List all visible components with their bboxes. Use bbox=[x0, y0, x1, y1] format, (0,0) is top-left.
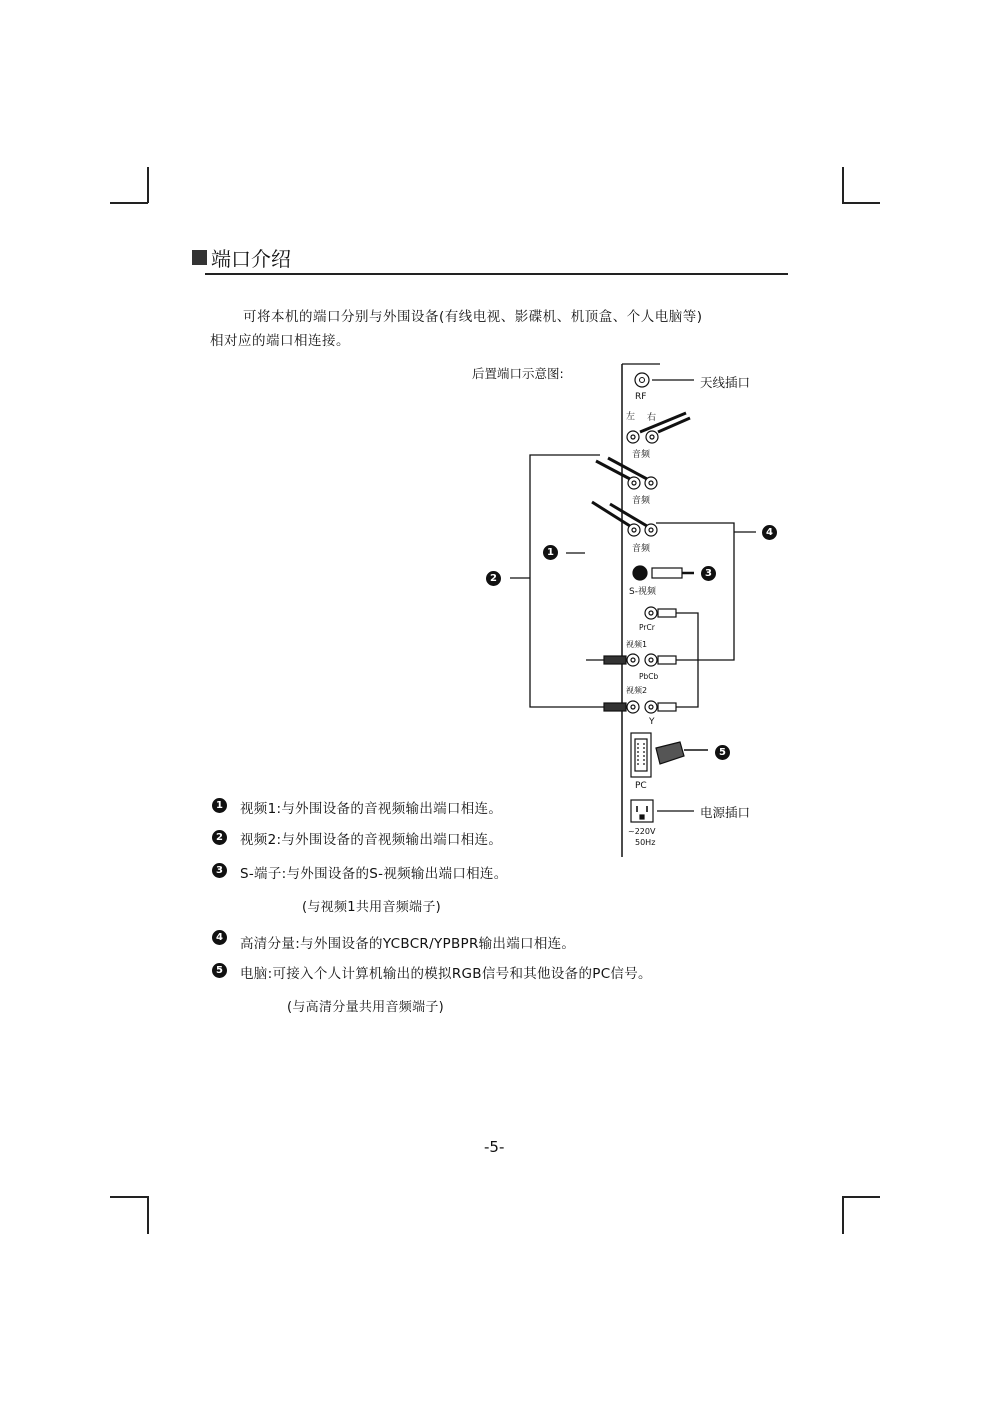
intro-line-2: 相对应的端口相连接。 bbox=[210, 333, 350, 349]
audio-label-2: 音频 bbox=[632, 496, 651, 506]
video2-y-ports-icon bbox=[604, 701, 676, 713]
pc-note: (与高清分量共用音频端子) bbox=[287, 1000, 445, 1015]
bracket-video-ports bbox=[530, 455, 604, 707]
frequency-label: 50Hz bbox=[635, 838, 656, 847]
marker-2: 2 bbox=[486, 571, 501, 586]
desc-4-text: 高清分量:与外围设备的YCBCR/YPBPR输出端口相连。 bbox=[240, 936, 576, 952]
pb-label: PbCb bbox=[639, 672, 659, 681]
video1-pb-ports-icon bbox=[604, 654, 676, 666]
pr-label: PrCr bbox=[639, 623, 655, 632]
rf-label: RF bbox=[635, 392, 647, 402]
video1-label: 视频1 bbox=[626, 640, 648, 649]
power-socket-icon bbox=[631, 800, 653, 822]
audio-bottom-ports-icon bbox=[592, 502, 657, 536]
audio-label-1: 音频 bbox=[632, 450, 651, 460]
audio-middle-ports-icon bbox=[596, 458, 657, 489]
pc-label: PC bbox=[635, 781, 647, 791]
pr-port-icon bbox=[645, 607, 676, 619]
page-number: -5- bbox=[484, 1138, 505, 1156]
marker-1: 1 bbox=[543, 545, 558, 560]
audio-label-3: 音频 bbox=[632, 544, 651, 554]
y-label: Y bbox=[649, 717, 655, 727]
desc-3-marker: 3 bbox=[212, 863, 227, 878]
desc-3-text: S-端子:与外围设备的S-视频输出端口相连。 bbox=[240, 866, 508, 882]
left-label: 左 bbox=[626, 412, 636, 422]
bracket-component bbox=[656, 523, 734, 660]
intro-line-1: 可将本机的端口分别与外围设备(有线电视、影碟机、机顶盒、个人电脑等) bbox=[243, 309, 703, 325]
desc-1-marker: 1 bbox=[212, 798, 227, 813]
rf-port-icon bbox=[635, 373, 649, 387]
right-label: 右 bbox=[647, 413, 657, 423]
audio-top-ports-icon bbox=[627, 413, 690, 443]
marker-3: 3 bbox=[701, 566, 716, 581]
vga-port-icon bbox=[631, 733, 708, 777]
desc-5-marker: 5 bbox=[212, 963, 227, 978]
desc-2-text: 视频2:与外围设备的音视频输出端口相连。 bbox=[240, 832, 503, 848]
voltage-label: ~220V bbox=[628, 827, 656, 836]
marker-5: 5 bbox=[715, 745, 730, 760]
diagram-caption: 后置端口示意图: bbox=[472, 366, 564, 381]
desc-1-text: 视频1:与外围设备的音视频输出端口相连。 bbox=[240, 801, 503, 817]
s-video-note: (与视频1共用音频端子) bbox=[302, 900, 442, 915]
desc-5-text: 电脑:可接入个人计算机输出的模拟RGB信号和其他设备的PC信号。 bbox=[240, 966, 652, 982]
desc-2-marker: 2 bbox=[212, 830, 227, 845]
marker-4: 4 bbox=[762, 525, 777, 540]
section-title-text: 端口介绍 bbox=[211, 247, 291, 271]
s-video-port-icon bbox=[633, 566, 694, 580]
s-video-label: S-视频 bbox=[629, 587, 656, 597]
desc-4-marker: 4 bbox=[212, 930, 227, 945]
video2-label: 视频2 bbox=[626, 686, 648, 695]
antenna-label: 天线插口 bbox=[700, 375, 751, 390]
power-label: 电源插口 bbox=[700, 805, 751, 820]
